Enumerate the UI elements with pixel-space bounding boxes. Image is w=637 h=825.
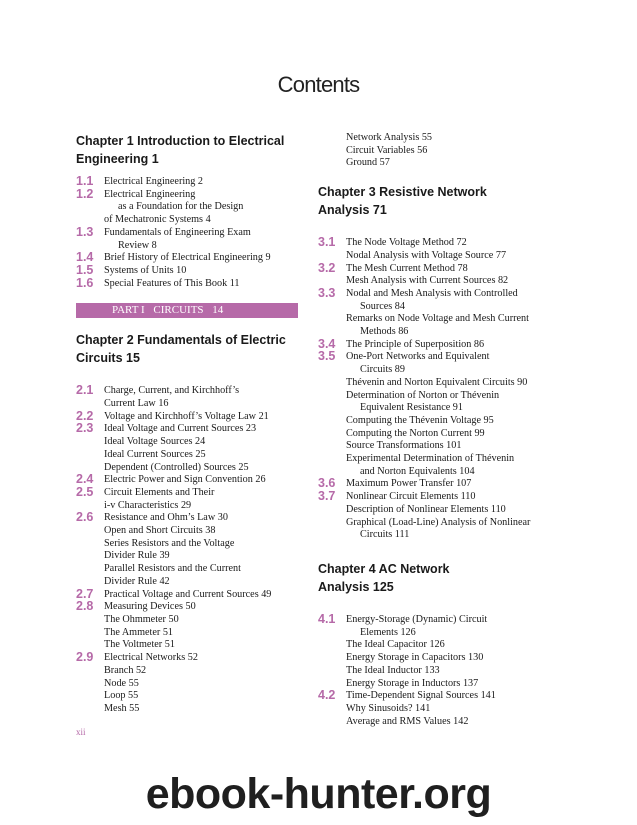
entry-text: Why Sinusoids? 141	[346, 702, 431, 714]
toc-entry	[76, 214, 298, 227]
chapter-2-entries	[76, 385, 298, 715]
left-column	[76, 132, 298, 716]
toc-entry	[318, 440, 550, 453]
toc-entry	[76, 652, 298, 665]
entry-text: Systems of Units 10	[104, 264, 187, 276]
entry-text: Electrical Networks 52	[104, 652, 198, 664]
entry-text: Equivalent Resistance 91	[360, 402, 463, 414]
toc-entry	[318, 639, 550, 652]
toc-entry	[76, 474, 298, 487]
entry-text: Special Features of This Book 11	[104, 277, 240, 289]
entry-text: Description of Nonlinear Elements 110	[346, 503, 506, 515]
page-number: xii	[76, 727, 86, 737]
toc-entry	[76, 423, 298, 436]
entry-text: Practical Voltage and Current Sources 49	[104, 588, 272, 600]
entry-text: Nodal and Mesh Analysis with Controlled	[346, 287, 518, 299]
entry-text: Nonlinear Circuit Elements 110	[346, 491, 476, 503]
toc-entry	[76, 627, 298, 640]
toc-entry	[318, 351, 550, 364]
toc-entry	[318, 250, 550, 263]
entry-text: and Norton Equivalents 104	[360, 465, 475, 477]
toc-entry	[318, 453, 550, 466]
entry-text: Circuits 111	[360, 529, 410, 541]
entry-text: Brief History of Electrical Engineering 9	[104, 252, 271, 264]
entry-text: Resistance and Ohm’s Law 30	[104, 512, 228, 524]
entry-text: Maximum Power Transfer 107	[346, 478, 472, 490]
entry-text: Average and RMS Values 142	[346, 715, 469, 727]
section-number: 2.9	[76, 650, 94, 665]
entry-text: Electrical Engineering	[104, 188, 196, 200]
entry-text: Open and Short Circuits 38	[104, 525, 216, 537]
entry-text: Mesh Analysis with Current Sources 82	[346, 275, 509, 287]
section-number: 2.5	[76, 484, 94, 499]
section-number: 2.1	[76, 383, 94, 398]
entry-text: Experimental Determination of Thévenin	[346, 453, 515, 465]
toc-entry	[76, 462, 298, 475]
toc-entry	[318, 377, 550, 390]
toc-entry	[318, 157, 550, 170]
toc-entry	[76, 408, 298, 424]
toc-entry	[318, 145, 550, 158]
toc-entry	[76, 262, 298, 278]
toc-entry	[318, 491, 550, 504]
entry-text: Ground 57	[346, 157, 390, 169]
toc-entry	[318, 703, 550, 716]
toc-entry	[76, 586, 298, 602]
entry-text: The Voltmeter 51	[104, 639, 175, 651]
toc-entry	[76, 639, 298, 652]
section-number: 2.2	[76, 408, 94, 423]
section-number: 1.4	[76, 250, 94, 265]
entry-text: The Node Voltage Method 72	[346, 237, 467, 249]
watermark-text: ebook-hunter.org	[145, 770, 492, 818]
chapter-heading-line: Chapter 3 Resistive Network	[318, 185, 487, 200]
part-banner	[76, 303, 298, 318]
entry-text: as a Foundation for the Design	[118, 201, 244, 213]
entry-text: of Mechatronic Systems 4	[104, 214, 211, 226]
toc-entry	[318, 132, 550, 145]
section-number: 3.7	[318, 489, 336, 504]
toc-entry	[318, 390, 550, 403]
entry-text: Graphical (Load-Line) Analysis of Nonlinear	[346, 516, 531, 528]
entry-text: The Ideal Inductor 133	[346, 664, 440, 676]
section-number: 1.3	[76, 224, 94, 239]
toc-entry	[76, 690, 298, 703]
part-name: CIRCUITS	[153, 304, 204, 317]
toc-entry	[318, 260, 550, 276]
toc-entry	[318, 275, 550, 288]
section-number: 1.1	[76, 174, 94, 188]
toc-entry	[318, 313, 550, 326]
entry-text: i-v Characteristics 29	[104, 499, 192, 511]
entry-text: Circuit Variables 56	[346, 144, 428, 156]
section-number: 3.3	[318, 285, 336, 300]
section-number: 1.2	[76, 186, 94, 201]
chapter-2-continued-entries	[318, 132, 550, 170]
section-number: 3.2	[318, 260, 336, 275]
toc-entry	[76, 385, 298, 398]
section-number: 2.8	[76, 599, 94, 614]
section-number: 3.4	[318, 336, 336, 351]
chapter-heading-line: Engineering 1	[76, 152, 159, 166]
toc-entry	[318, 415, 550, 428]
entry-text: Determination of Norton or Thévenin	[346, 389, 500, 401]
section-number: 4.2	[318, 688, 336, 703]
toc-entry	[318, 517, 550, 530]
entry-text: Elements 126	[360, 626, 416, 638]
section-number: 4.1	[318, 611, 336, 626]
entry-text: The Mesh Current Method 78	[346, 262, 468, 274]
toc-entry	[76, 275, 298, 291]
entry-text: Parallel Resistors and the Current	[104, 563, 241, 575]
chapter-3-entries	[318, 237, 550, 542]
toc-entry	[76, 176, 298, 189]
entry-text: Methods 86	[360, 326, 409, 338]
toc-entry	[318, 652, 550, 665]
toc-entry	[318, 402, 550, 415]
entry-text: Mesh 55	[104, 702, 140, 714]
toc-entry	[76, 186, 298, 202]
section-number: 3.1	[318, 235, 336, 250]
section-number: 3.5	[318, 349, 336, 364]
entry-text: The Ohmmeter 50	[104, 613, 179, 625]
entry-text: Ideal Voltage Sources 24	[104, 436, 206, 448]
chapter-4-entries	[318, 611, 550, 728]
entry-text: Computing the Thévenin Voltage 95	[346, 414, 494, 426]
entry-text: Circuits 89	[360, 364, 405, 376]
toc-entry	[76, 678, 298, 691]
section-number: 2.6	[76, 510, 94, 525]
entry-text: Current Law 16	[104, 398, 169, 410]
chapter-3-heading	[318, 183, 550, 219]
entry-text: Fundamentals of Engineering Exam	[104, 226, 251, 238]
toc-entry	[318, 716, 550, 729]
toc-entry	[318, 665, 550, 678]
chapter-heading-line: Chapter 1 Introduction to Electrical	[76, 134, 285, 148]
toc-entry	[76, 550, 298, 563]
entry-text: Dependent (Controlled) Sources 25	[104, 461, 249, 473]
chapter-heading-line: Chapter 2 Fundamentals of Electric	[76, 333, 286, 348]
entry-text: Divider Rule 42	[104, 575, 170, 587]
toc-entry	[76, 201, 298, 214]
section-number: 2.7	[76, 586, 94, 601]
entry-text: Computing the Norton Current 99	[346, 427, 485, 439]
toc-entry	[76, 525, 298, 538]
entry-text: Source Transformations 101	[346, 440, 462, 452]
chapter-heading-line: Analysis 71	[318, 203, 387, 218]
toc-entry	[76, 576, 298, 589]
chapter-2-heading	[76, 331, 298, 367]
entry-text: One-Port Networks and Equivalent	[346, 351, 490, 363]
entry-text: Thévenin and Norton Equivalent Circuits 90	[346, 376, 528, 388]
chapter-heading-line: Analysis 125	[318, 579, 394, 594]
section-number: 2.4	[76, 472, 94, 487]
entry-text: Ideal Current Sources 25	[104, 448, 206, 460]
toc-entry	[76, 398, 298, 411]
toc-entry	[318, 504, 550, 517]
toc-entry	[318, 237, 550, 250]
toc-entry	[76, 512, 298, 525]
chapter-4-heading	[318, 560, 550, 596]
toc-entry	[76, 601, 298, 614]
toc-entry	[76, 449, 298, 462]
toc-entry	[76, 538, 298, 551]
toc-entry	[318, 364, 550, 377]
entry-text: Loop 55	[104, 690, 139, 702]
entry-text: Electric Power and Sign Convention 26	[104, 474, 266, 486]
entry-text: Electrical Engineering 2	[104, 176, 203, 187]
toc-entry	[318, 529, 550, 542]
chapter-1-entries	[76, 176, 298, 290]
entry-text: Energy-Storage (Dynamic) Circuit	[346, 613, 488, 625]
entry-text: The Ideal Capacitor 126	[346, 639, 445, 651]
toc-entry	[318, 478, 550, 491]
toc-entry	[318, 428, 550, 441]
part-page: 14	[212, 304, 224, 317]
toc-entry	[318, 301, 550, 314]
entry-text: Ideal Voltage and Current Sources 23	[104, 423, 257, 435]
toc-entry	[318, 627, 550, 640]
entry-text: Series Resistors and the Voltage	[104, 537, 235, 549]
section-number: 2.3	[76, 421, 94, 436]
toc-entry	[76, 436, 298, 449]
entry-text: Remarks on Node Voltage and Mesh Current	[346, 313, 529, 325]
toc-entry	[76, 703, 298, 716]
entry-text: Review 8	[118, 239, 157, 251]
toc-entry	[76, 665, 298, 678]
right-column	[318, 132, 550, 728]
toc-entry	[318, 285, 550, 301]
section-number: 1.6	[76, 275, 94, 290]
entry-text: Divider Rule 39	[104, 550, 170, 562]
toc-entry	[76, 240, 298, 253]
entry-text: Measuring Devices 50	[104, 601, 196, 613]
entry-text: Circuit Elements and Their	[104, 486, 215, 498]
toc-entry	[318, 336, 550, 352]
entry-text: Voltage and Kirchhoff’s Voltage Law 21	[104, 410, 269, 422]
toc-entry	[318, 326, 550, 339]
chapter-1-heading	[76, 132, 298, 168]
toc-entry	[76, 614, 298, 627]
entry-text: Energy Storage in Capacitors 130	[346, 652, 484, 664]
entry-text: Branch 52	[104, 664, 147, 676]
chapter-heading-line: Chapter 4 AC Network	[318, 561, 450, 576]
section-number: 3.6	[318, 476, 336, 491]
toc-entry	[318, 611, 550, 627]
toc-entry	[76, 252, 298, 265]
entry-text: Time-Dependent Signal Sources 141	[346, 690, 496, 702]
entry-text: Energy Storage in Inductors 137	[346, 677, 479, 689]
entry-text: Node 55	[104, 677, 139, 689]
toc-entry	[76, 484, 298, 500]
part-label: PART I	[112, 304, 145, 317]
toc-entry	[318, 678, 550, 691]
entry-text: Sources 84	[360, 300, 405, 312]
toc-entry	[76, 224, 298, 240]
section-number: 1.5	[76, 262, 94, 277]
toc-entry	[76, 500, 298, 513]
toc-entry	[318, 466, 550, 479]
entry-text: Network Analysis 55	[346, 132, 433, 143]
entry-text: The Ammeter 51	[104, 626, 174, 638]
toc-entry	[318, 690, 550, 703]
entry-text: Charge, Current, and Kirchhoff’s	[104, 385, 240, 397]
chapter-heading-line: Circuits 15	[76, 351, 140, 366]
page-title: Contents	[277, 72, 360, 97]
entry-text: The Principle of Superposition 86	[346, 338, 485, 350]
entry-text: Nodal Analysis with Voltage Source 77	[346, 249, 507, 261]
toc-entry	[76, 563, 298, 576]
